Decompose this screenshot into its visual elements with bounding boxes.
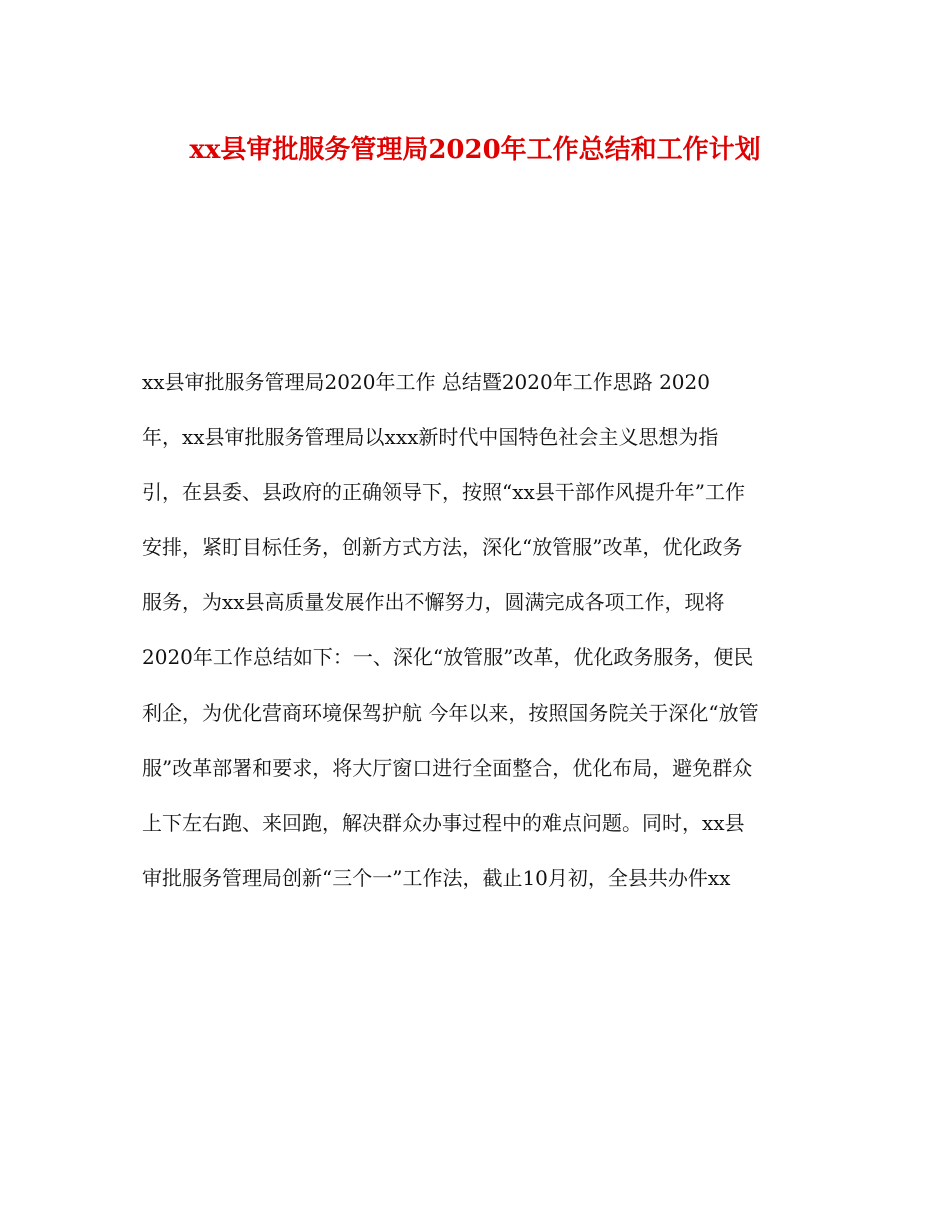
body-line: 2020年工作总结如下：一、深化“放管服”改革，优化政务服务，便民 (142, 645, 754, 670)
document-title: xx县审批服务管理局2020年工作总结和工作计划 (189, 135, 761, 165)
body-line: 利企，为优化营商环境保驾护航 今年以来，按照国务院关于深化“放管 (142, 700, 759, 725)
body-line: xx县审批服务管理局2020年工作 总结暨2020年工作思路 2020 (142, 370, 710, 394)
body-line: 审批服务管理局创新“三个一”工作法，截止10月初，全县共办件xx (142, 865, 731, 890)
body-line: 安排，紧盯目标任务，创新方式方法，深化“放管服”改革，优化政务 (142, 535, 743, 560)
document-body (142, 362, 822, 913)
body-line: 上下左右跑、来回跑，解决群众办事过程中的难点问题。同时，xx县 (142, 810, 745, 835)
body-line: 引，在县委、县政府的正确领导下，按照“xx县干部作风提升年”工作 (142, 480, 746, 505)
body-line: 年，xx县审批服务管理局以xxx新时代中国特色社会主义思想为指 (142, 425, 719, 450)
body-line: 服务，为xx县高质量发展作出不懈努力，圆满完成各项工作，现将 (142, 590, 725, 615)
body-line: 服”改革部署和要求，将大厅窗口进行全面整合，优化布局，避免群众 (142, 755, 753, 780)
